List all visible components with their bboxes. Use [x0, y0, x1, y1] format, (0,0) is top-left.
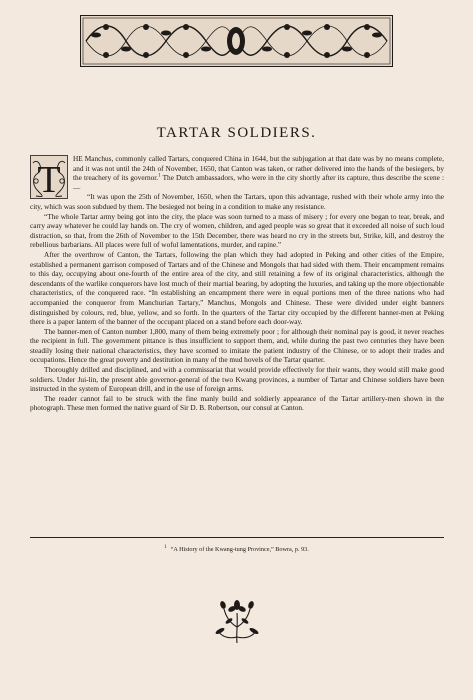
paragraph-5: The banner-men of Canton number 1,800, many of them being extremely poor ; for although their nominal pay is good, it never reaches the recipient in full. The government pittance is thus insufficient to support them, and, while during the past two centuries they have been steadily losing their national characteristics, they have scorned to imitate the patient industry of the Chinese, or to adopt their trades and occupations. Hence the great poverty and destitution in many of the mud hovels of the Tartar quarter.	[30, 326, 444, 365]
flower-tailpiece	[214, 597, 260, 645]
header-vine-ornament	[80, 15, 393, 67]
footnote	[0, 545, 473, 553]
paragraph-4: After the overthrow of Canton, the Tartars, following the plan which they had adopted in Peking and other cities of the Empire, established a permanent garrison composed of Tartars and of the Chinese and Mongols that had sided with them. Their encampment remains to this day, occupying about one-fourth of the entire area of the city, and still retaining a few of its original characteristics, although the descendants of the warlike conquerors have lost much of their martial bearing, by adopting the luxuries, and taking up the more objectionable characteristics, of the conquered race. “In establishing an encampment there were in equal portions men of the three nations who had accompanied the conqueror from Manchurian Tartary,” Manchus, Mongols and Chinese. These were divided under eight banners distinguished by colours, red, blue, yellow, and so forth. In the quarters of the Tartar city occupied by the different banner-men at Peking there is a paper lantern of the banner of the occupant placed on a stand before each door-way.	[30, 249, 444, 327]
dropcap-ornament	[30, 155, 68, 199]
footnote-divider	[30, 537, 444, 538]
footnote-text: “A History of the Kwang-tung Province,” Bowra, p. 93.	[170, 546, 309, 554]
paragraph-6: Thoroughly drilled and disciplined, and with a commissariat that would provide effectively for their wants, they would still make good soldiers. Under Jui-lin, the present able governor-general of the two Kwang provinces, a number of Tartar and Chinese soldiers have been instructed in the system of European drill, and in the use of foreign arms.	[30, 365, 444, 394]
paragraph-3: “The whole Tartar army being got into the city, the place was soon turned to a mass of misery ; for every one began to tear, break, and carry away whatever he could lay hands on. The cry of women, children, and aged people was so great that it exceeded all noise of such loud distraction, so that, from the 26th of November to the 15th December, there was heard no cry in the streets but, Strike, kill, and destroy the rebellious barbarians. All places were full of woful lamentations, murder, and rapine.”	[30, 211, 444, 250]
footnote-mark: 1	[164, 545, 167, 550]
footnote-reference[interactable]: 1	[158, 173, 161, 179]
page-title: TARTAR SOLDIERS.	[156, 125, 317, 141]
dropcap	[30, 155, 68, 199]
paragraph-2: “It was upon the 25th of November, 1650, when the Tartars, upon this advantage, rushed with their whole army into the city, which was soon subdued by them. The besieged not being in a condition to make any resistance.	[30, 192, 444, 211]
dropcap-letter: T	[37, 159, 61, 199]
paragraph-1: T HE Manchus, commonly called Tartars, conquered China in 1644, but the subjugation at that date was by no means complete, and it was not until the 24th of November, 1650, that Canton was taken, or rather delivered into the hands of the besiegers, by the treachery of its governor.$^1$ The Dutch ambassadors, who were in the city shortly after its capture, thus describe the scene :—	[30, 154, 444, 192]
article-body	[30, 154, 444, 413]
paragraph-7: The reader cannot fail to be struck with the fine manly build and soldierly appearance of the Tartar artillery-men shown in the photograph. These men formed the native guard of Sir D. B. Robertson, our consul at Canton.	[30, 393, 444, 413]
